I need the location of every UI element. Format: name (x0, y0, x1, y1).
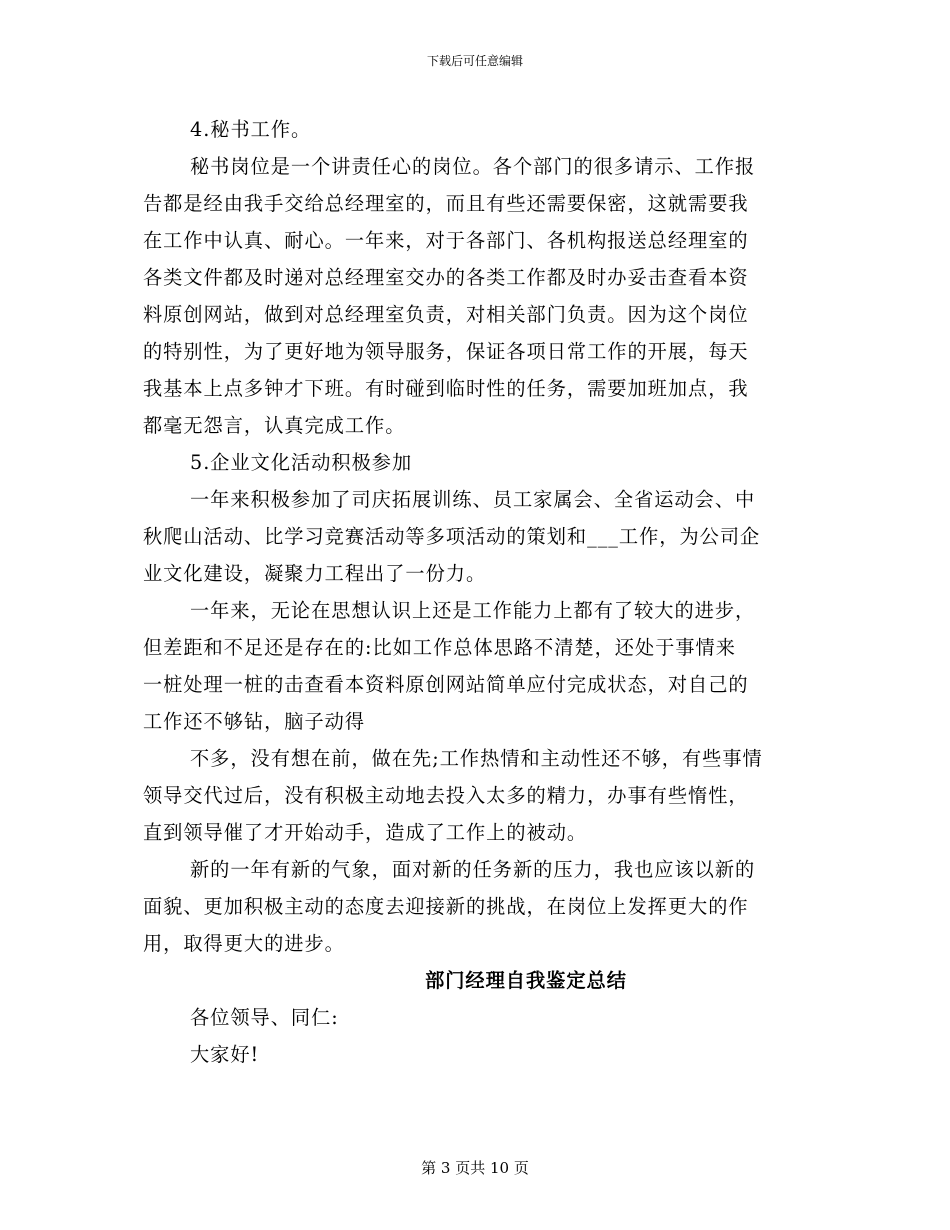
page-footer: 第 3 页共 10 页 (421, 1159, 529, 1177)
paragraph-line: 直到领导催了才开始动手，造成了工作上的被动。 (143, 821, 588, 844)
paragraph-line: 一桩处理一桩的击查看本资料原创网站简单应付完成状态，对自己的 (143, 673, 749, 696)
paragraph-line: 我基本上点多钟才下班。有时碰到临时性的任务，需要加班加点，我 (143, 377, 749, 400)
document-body (143, 111, 811, 1073)
paragraph-line: 但差距和不足还是存在的:比如工作总体思路不清楚，还处于事情来 (143, 636, 736, 659)
paragraph-line: 各类文件都及时递对总经理室交办的各类工作都及时办妥击查看本资 (143, 266, 749, 289)
paragraph-line: 的特别性，为了更好地为领导服务，保证各项日常工作的开展，每天 (143, 340, 749, 363)
paragraph-line: 不多，没有想在前，做在先;工作热情和主动性还不够，有些事情 (190, 747, 763, 770)
paragraph-line: 都毫无怨言，认真完成工作。 (143, 414, 406, 437)
paragraph-line: 工作还不够钻，脑子动得 (143, 710, 366, 733)
paragraph-line: 面貌、更加积极主动的态度去迎接新的挑战，在岗位上发挥更大的作 (143, 895, 749, 918)
paragraph-line: 在工作中认真、耐心。一年来，对于各部门、各机构报送总经理室的 (143, 229, 749, 252)
heading-culture-activities: 5.企业文化活动积极参加 (190, 451, 413, 474)
greeting-line: 各位领导、同仁: (190, 1006, 339, 1029)
paragraph-line: 业文化建设，凝聚力工程出了一份力。 (143, 562, 487, 585)
paragraph-line: 用，取得更大的进步。 (143, 932, 345, 955)
paragraph-line: 一年来，无论在思想认识上还是工作能力上都有了较大的进步， (190, 599, 756, 622)
paragraph-line: 秘书岗位是一个讲责任心的岗位。各个部门的很多请示、工作报 (190, 155, 756, 178)
page-header: 下载后可任意编辑 (426, 54, 523, 68)
paragraph-line: 秋爬山活动、比学习竞赛活动等多项活动的策划和___工作，为公司企 (143, 525, 761, 548)
paragraph-line: 料原创网站，做到对总经理室负责，对相关部门负责。因为这个岗位 (143, 303, 749, 326)
paragraph-line: 一年来积极参加了司庆拓展训练、员工家属会、全省运动会、中 (190, 488, 756, 511)
heading-secretary-work: 4.秘书工作。 (190, 118, 312, 141)
hello-line: 大家好! (190, 1043, 260, 1066)
paragraph-line: 告都是经由我手交给总经理室的，而且有些还需要保密，这就需要我 (143, 192, 749, 215)
paragraph-line: 领导交代过后，没有积极主动地去投入太多的精力，办事有些惰性， (143, 784, 749, 807)
paragraph-line: 新的一年有新的气象，面对新的任务新的压力，我也应该以新的 (190, 858, 756, 881)
section-title: 部门经理自我鉴定总结 (425, 969, 627, 992)
